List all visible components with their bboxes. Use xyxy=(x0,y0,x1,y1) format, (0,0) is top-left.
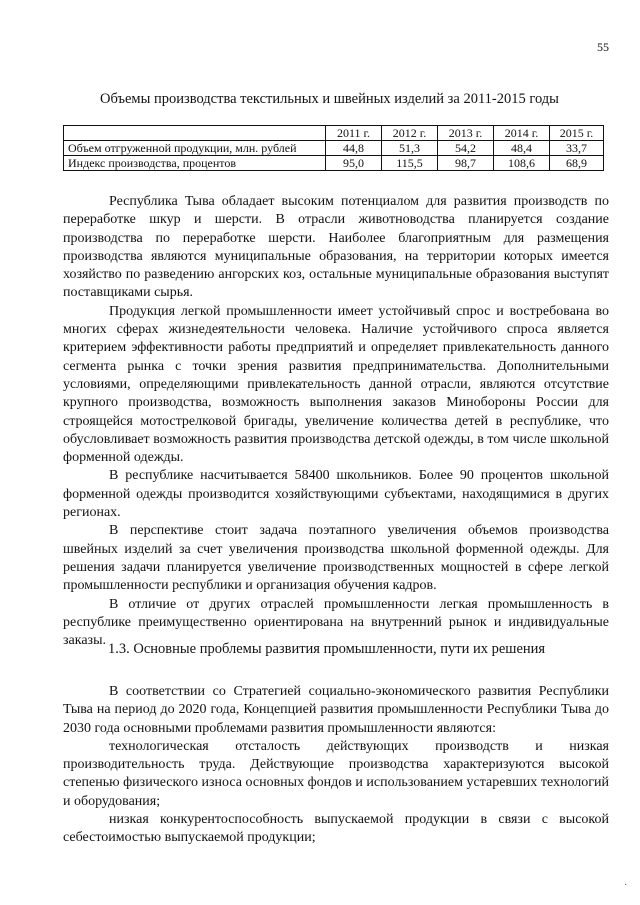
paragraph: технологическая отсталость действующих производств и низкая производительность труда. Действующие производства характеризуются высокой степенью физического износа основных фондов и использованием устаревших технологий и оборудования; xyxy=(63,738,609,809)
table-header-year: 2011 г. xyxy=(326,126,382,141)
table-cell: 115,5 xyxy=(382,156,438,171)
production-table xyxy=(63,125,604,171)
table-cell: 44,8 xyxy=(326,141,382,156)
table-cell: 95,0 xyxy=(326,156,382,171)
table-cell: 54,2 xyxy=(438,141,494,156)
paragraph: В перспективе стоит задача поэтапного увеличения объемов производства швейных изделий за счет увеличения производства школьной форменной одежды. Для решения задачи планируется увеличение производственных мощностей в сфере легкой промышленности республики и организация обучения кадров. xyxy=(63,523,609,594)
table-cell: 108,6 xyxy=(494,156,550,171)
table-header-year: 2013 г. xyxy=(438,126,494,141)
table-cell: 51,3 xyxy=(382,141,438,156)
paragraph: В соответствии со Стратегией социально-экономического развития Республики Тыва на период до 2020 года, Концепцией развития промышленности Республики Тыва до 2030 года основными проблемами развития промышленности являются: xyxy=(63,684,609,736)
paragraph: В отличие от других отраслей промышленности легкая промышленность в республике преимущественно ориентирована на внутренний рынок и индивидуальные заказы. xyxy=(63,596,609,649)
paragraph: Продукция легкой промышленности имеет устойчивый спрос и востребована во многих сферах жизнедеятельности человека. Наличие устойчивого спроса является критерием эффективности работы предприятий и определяет привлекательность данного сегмента рынка с точки зрения развития предпринимательства. Дополнительными условиями, определяющими привлекательность данной отрасли, являются отсутствие крупного производства, возможность выполнения заказов Минобороны России для строящейся мотострелковой бригады, увеличение количества детей в республике, что обусловливает возможность развития производства детской одежды, в том числе школьной форменной одежды. xyxy=(63,303,609,466)
table-row-label: Объем отгруженной продукции, млн. рублей xyxy=(64,141,326,156)
table-title: Объемы производства текстильных и швейных изделий за 2011-2015 годы xyxy=(100,91,559,107)
table-header-row xyxy=(64,126,604,141)
section-text xyxy=(63,683,609,848)
paragraph: В республике насчитывается 58400 школьников. Более 90 процентов школьной форменной одежды производится хозяйствующими субъектами, находящимися в других регионах. xyxy=(63,468,609,521)
table-header-year: 2014 г. xyxy=(494,126,550,141)
table-cell: 48,4 xyxy=(494,141,550,156)
table-header-year: 2015 г. xyxy=(550,126,604,141)
table-cell: 33,7 xyxy=(550,141,604,156)
table-row xyxy=(64,156,604,171)
paragraph: низкая конкурентоспособность выпускаемой продукции в связи с высокой себестоимостью выпускаемой продукции; xyxy=(63,812,609,846)
table-row-label: Индекс производства, процентов xyxy=(64,156,326,171)
table-row xyxy=(64,141,604,156)
table-header-empty xyxy=(64,126,326,141)
section-heading: 1.3. Основные проблемы развития промышленности, пути их решения xyxy=(108,641,546,657)
table-header-year: 2012 г. xyxy=(382,126,438,141)
body-text xyxy=(63,193,609,650)
table-cell: 98,7 xyxy=(438,156,494,171)
scan-mark: · xyxy=(624,880,628,891)
paragraph: Республика Тыва обладает высоким потенциалом для развития производств по переработке шкур и шерсти. В отрасли животноводства планируется создание производства по переработке шерсти. Наиболее благоприятным для размещения производства являются муниципальные образования, на территории которых имеется хозяйство по разведению ангорских коз, остальные муниципальные образования выступят поставщиками сырья. xyxy=(63,194,609,301)
page-number: 55 xyxy=(597,40,609,54)
table-cell: 68,9 xyxy=(550,156,604,171)
